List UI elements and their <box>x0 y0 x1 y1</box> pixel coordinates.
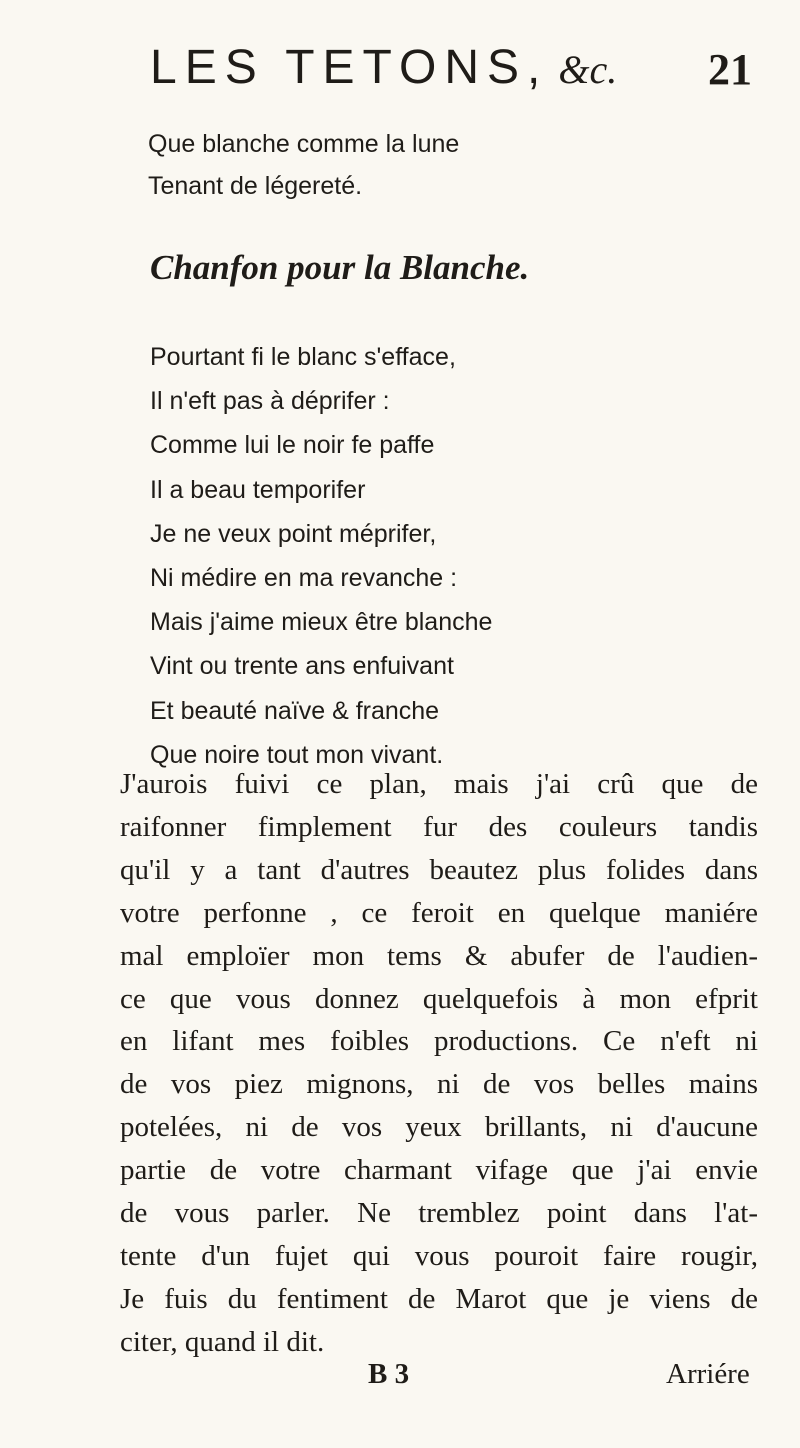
prose-line: mal emploïer mon tems & abufer de l'audien- <box>120 939 758 972</box>
song-title: Chanfon pour la Blanche. <box>150 248 530 287</box>
prose-line: partie de votre charmant vifage que j'ai envie <box>120 1154 758 1187</box>
prose-line: qu'il y a tant d'autres beautez plus folides dans <box>120 853 758 886</box>
verse-block <box>150 335 492 777</box>
prose-line: J'aurois fuivi ce plan, mais j'ai crû que de <box>120 768 758 800</box>
prose-line: potelées, ni de vos yeux brillants, ni d'aucune <box>120 1111 758 1144</box>
prose-line: votre perfonne , ce feroit en quelque maniére <box>120 896 758 929</box>
prose-line: Je fuis du fentiment de Marot que je viens de <box>120 1282 758 1315</box>
running-title-etc: &c. <box>548 47 618 92</box>
verse-line: Ni médire en ma revanche : <box>150 564 458 593</box>
prose-line: citer, quand il dit. <box>120 1325 325 1358</box>
prose-line: raifonner fimplement fur des couleurs tandis <box>120 810 758 843</box>
page-header <box>0 40 800 100</box>
signature-mark: B 3 <box>368 1358 410 1390</box>
prose-line: de vous parler. Ne tremblez point dans l'at- <box>120 1197 758 1230</box>
prose-paragraph <box>120 763 758 1364</box>
prose-line: ce que vous donnez quelquefois à mon efprit <box>120 982 758 1015</box>
verse-line: Je ne veux point méprifer, <box>150 519 437 548</box>
catchword: Arriére <box>666 1358 750 1390</box>
prose-line: tente d'un fujet qui vous pouroit faire rougir, <box>120 1239 758 1272</box>
verse-line: Mais j'aime mieux être blanche <box>150 608 493 637</box>
verse-line: Que noire tout mon vivant. <box>150 740 444 769</box>
verse-line: Il n'eft pas à déprifer : <box>150 387 390 416</box>
verse-line: Que blanche comme la lune <box>148 130 460 158</box>
page-footer <box>0 1358 800 1398</box>
verse-line: Et beauté naïve & franche <box>150 696 440 725</box>
prose-line: de vos piez mignons, ni de vos belles mains <box>120 1068 758 1101</box>
page-number: 21 <box>708 45 752 94</box>
verse-continuation <box>148 123 459 207</box>
running-title <box>150 40 617 95</box>
running-title-text: LES TETONS, <box>150 41 549 94</box>
verse-line: Pourtant fi le blanc s'efface, <box>150 343 456 371</box>
verse-line: Il a beau temporifer <box>150 475 366 504</box>
prose-line: en lifant mes foibles productions. Ce n'eft ni <box>120 1025 758 1058</box>
verse-line: Vint ou trente ans enfuivant <box>150 652 454 681</box>
verse-line: Tenant de légereté. <box>148 172 363 200</box>
verse-line: Comme lui le noir fe paffe <box>150 431 435 460</box>
